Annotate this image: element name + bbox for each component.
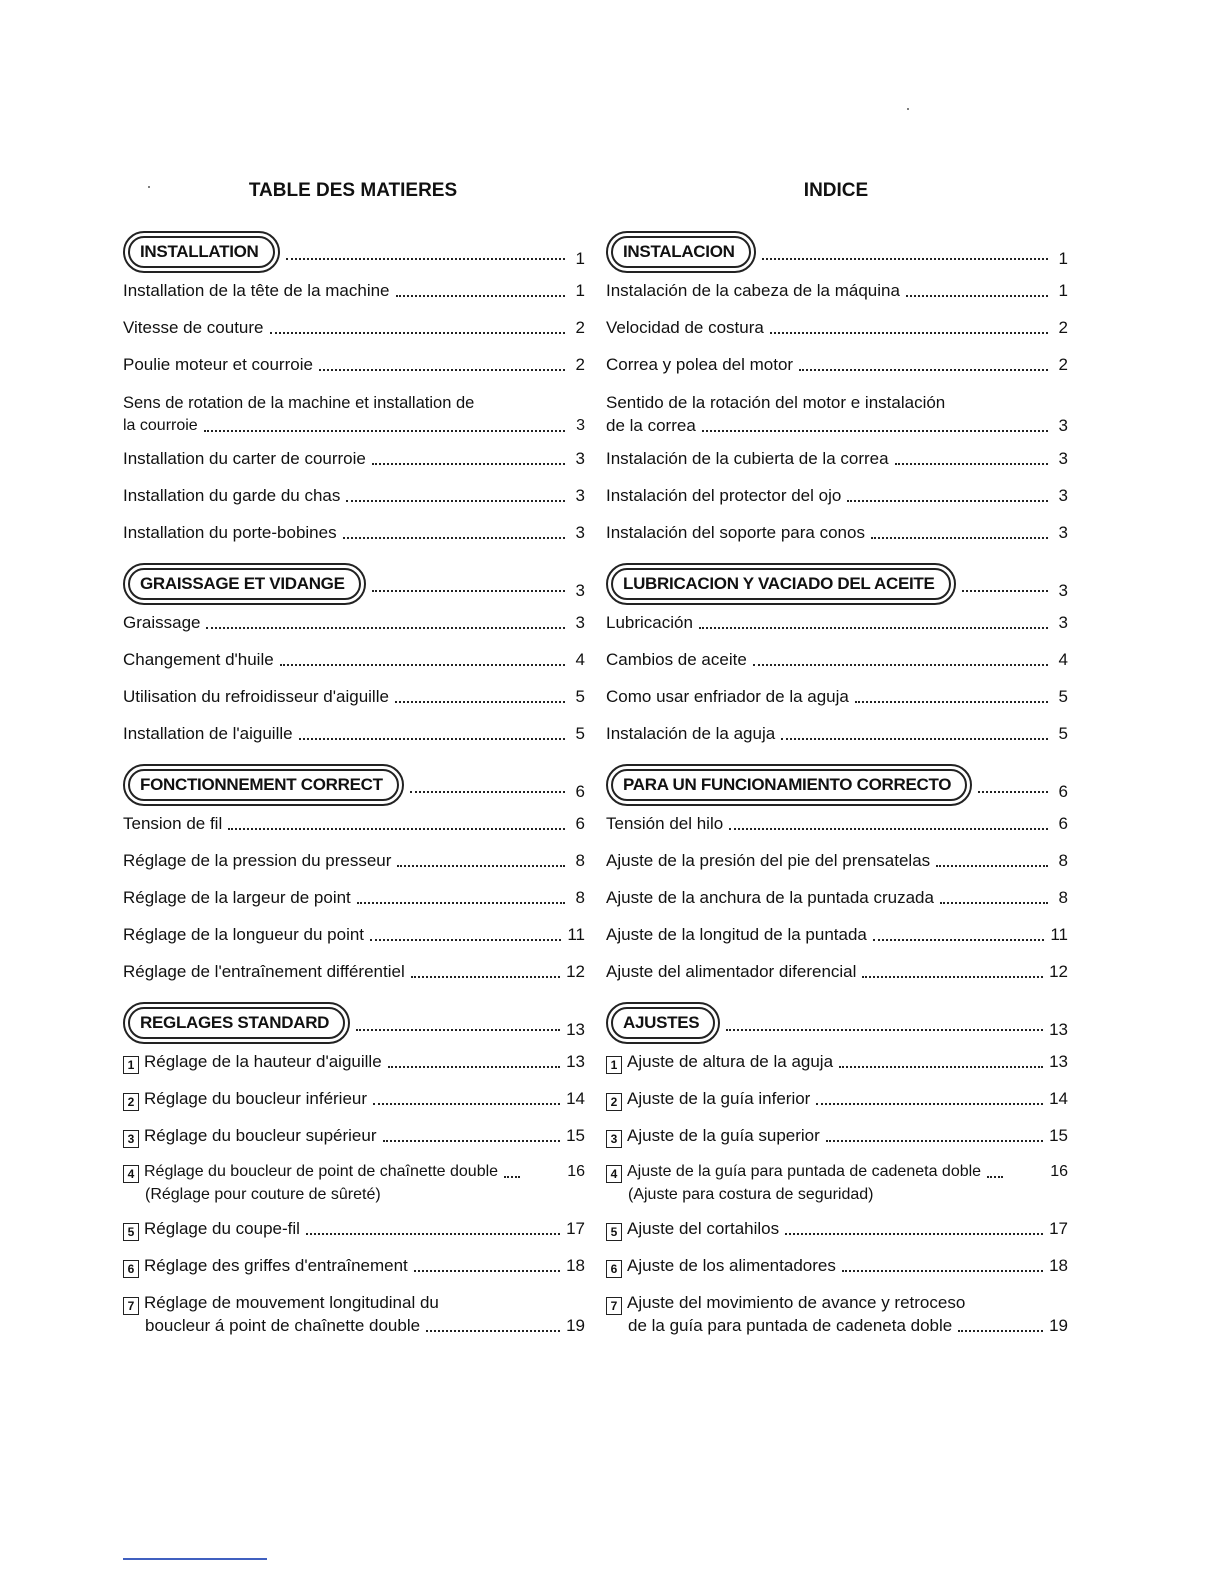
- toc-entry[interactable]: Installation du carter de courroie 3: [123, 449, 585, 468]
- number-box: 5: [606, 1223, 622, 1241]
- toc-entry[interactable]: Poulie moteur et courroie 2: [123, 355, 585, 374]
- toc-entry[interactable]: 7 Réglage de mouvement longitudinal du boucleur á point de chaînette double 19: [123, 1292, 585, 1338]
- toc-entry[interactable]: Installation de la tête de la machine 1: [123, 281, 585, 300]
- toc-entry[interactable]: Réglage de l'entraînement différentiel 12: [123, 962, 585, 981]
- number-box: 6: [123, 1260, 139, 1278]
- number-box: 4: [606, 1165, 622, 1183]
- number-box: 5: [123, 1223, 139, 1241]
- toc-entry[interactable]: 1 Réglage de la hauteur d'aiguille 13: [123, 1050, 585, 1074]
- section-installation[interactable]: INSTALLATION 1: [123, 232, 585, 272]
- section-badge: AJUSTES: [606, 1002, 720, 1044]
- toc-entry[interactable]: Como usar enfriador de la aguja 5: [606, 687, 1068, 706]
- toc-entry[interactable]: Réglage de la pression du presseur 8: [123, 851, 585, 870]
- toc-entry[interactable]: Instalación de la cabeza de la máquina 1: [606, 281, 1068, 300]
- number-box: 7: [606, 1297, 622, 1315]
- section-lubricacion[interactable]: LUBRICACION Y VACIADO DEL ACEITE 3: [606, 564, 1068, 604]
- number-box: 3: [123, 1130, 139, 1148]
- number-box: 1: [123, 1056, 139, 1074]
- toc-entry[interactable]: Installation du porte-bobines 3: [123, 523, 585, 542]
- toc-entry[interactable]: Vitesse de couture 2: [123, 318, 585, 337]
- scan-speck: [907, 108, 909, 110]
- section-badge: LUBRICACION Y VACIADO DEL ACEITE: [606, 563, 956, 605]
- toc-entry[interactable]: Sentido de la rotación del motor e instalación de la correa 3: [606, 393, 1068, 435]
- toc-entry[interactable]: 5 Réglage du coupe-fil 17: [123, 1217, 585, 1241]
- toc-entry[interactable]: Utilisation du refroidisseur d'aiguille 5: [123, 687, 585, 706]
- toc-entry[interactable]: Sens de rotation de la machine et installation de la courroie 3: [123, 394, 585, 434]
- scan-speck: [148, 186, 150, 188]
- toc-entry[interactable]: Instalación del protector del ojo 3: [606, 486, 1068, 505]
- toc-entry[interactable]: 2 Réglage du boucleur inférieur 14: [123, 1087, 585, 1111]
- section-badge: INSTALLATION: [123, 231, 280, 273]
- toc-entry[interactable]: Instalación de la aguja 5: [606, 724, 1068, 743]
- section-badge: INSTALACION: [606, 231, 756, 273]
- toc-heading-french: TABLE DES MATIERES: [248, 180, 458, 201]
- toc-entry[interactable]: Instalación de la cubierta de la correa 3: [606, 449, 1068, 468]
- toc-entry[interactable]: Réglage de la largeur de point 8: [123, 888, 585, 907]
- toc-entry[interactable]: Installation de l'aiguille 5: [123, 724, 585, 743]
- toc-entry[interactable]: Lubricación 3: [606, 613, 1068, 632]
- toc-entry[interactable]: Instalación del soporte para conos 3: [606, 523, 1068, 542]
- section-instalacion[interactable]: INSTALACION 1: [606, 232, 1068, 272]
- toc-entry[interactable]: Ajuste de la anchura de la puntada cruzada 8: [606, 888, 1068, 907]
- section-funcionamiento[interactable]: PARA UN FUNCIONAMIENTO CORRECTO 6: [606, 765, 1068, 805]
- section-graissage[interactable]: GRAISSAGE ET VIDANGE 3: [123, 564, 585, 604]
- section-badge: FONCTIONNEMENT CORRECT: [123, 764, 404, 806]
- toc-heading-spanish: INDICE: [803, 180, 869, 201]
- toc-entry[interactable]: 4 Réglage du boucleur de point de chaînette double 16 (Réglage pour couture de sûreté): [123, 1162, 585, 1208]
- toc-entry[interactable]: 6 Ajuste de los alimentadores 18: [606, 1254, 1068, 1278]
- number-box: 3: [606, 1130, 622, 1148]
- toc-entry[interactable]: 2 Ajuste de la guía inferior 14: [606, 1087, 1068, 1111]
- section-badge: PARA UN FUNCIONAMIENTO CORRECTO: [606, 764, 972, 806]
- number-box: 1: [606, 1056, 622, 1074]
- footer-rule: [123, 1558, 267, 1560]
- number-box: 2: [123, 1093, 139, 1111]
- toc-entry[interactable]: 3 Ajuste de la guía superior 15: [606, 1124, 1068, 1148]
- number-box: 2: [606, 1093, 622, 1111]
- toc-entry[interactable]: Velocidad de costura 2: [606, 318, 1068, 337]
- toc-entry[interactable]: Tensión del hilo 6: [606, 814, 1068, 833]
- section-badge: REGLAGES STANDARD: [123, 1002, 350, 1044]
- toc-entry[interactable]: 1 Ajuste de altura de la aguja 13: [606, 1050, 1068, 1074]
- toc-entry[interactable]: 4 Ajuste de la guía para puntada de cadeneta doble 16 (Ajuste para costura de seguridad): [606, 1162, 1068, 1208]
- toc-entry[interactable]: 7 Ajuste del movimiento de avance y retroceso de la guía para puntada de cadeneta doble 19: [606, 1292, 1068, 1338]
- toc-entry[interactable]: Ajuste de la presión del pie del prensatelas 8: [606, 851, 1068, 870]
- toc-entry[interactable]: Réglage de la longueur du point 11: [123, 925, 585, 944]
- toc-entry[interactable]: Ajuste del alimentador diferencial 12: [606, 962, 1068, 981]
- number-box: 4: [123, 1165, 139, 1183]
- section-reglages[interactable]: REGLAGES STANDARD 13: [123, 1003, 585, 1043]
- toc-entry[interactable]: Correa y polea del motor 2: [606, 355, 1068, 374]
- number-box: 7: [123, 1297, 139, 1315]
- number-box: 6: [606, 1260, 622, 1278]
- toc-entry[interactable]: Ajuste de la longitud de la puntada 11: [606, 925, 1068, 944]
- toc-entry[interactable]: Graissage 3: [123, 613, 585, 632]
- toc-entry[interactable]: Installation du garde du chas 3: [123, 486, 585, 505]
- toc-entry[interactable]: 5 Ajuste del cortahilos 17: [606, 1217, 1068, 1241]
- toc-entry[interactable]: 6 Réglage des griffes d'entraînement 18: [123, 1254, 585, 1278]
- toc-entry[interactable]: Tension de fil 6: [123, 814, 585, 833]
- toc-entry[interactable]: Cambios de aceite 4: [606, 650, 1068, 669]
- section-ajustes[interactable]: AJUSTES 13: [606, 1003, 1068, 1043]
- toc-entry[interactable]: 3 Réglage du boucleur supérieur 15: [123, 1124, 585, 1148]
- section-badge: GRAISSAGE ET VIDANGE: [123, 563, 366, 605]
- toc-entry[interactable]: Changement d'huile 4: [123, 650, 585, 669]
- section-fonctionnement[interactable]: FONCTIONNEMENT CORRECT 6: [123, 765, 585, 805]
